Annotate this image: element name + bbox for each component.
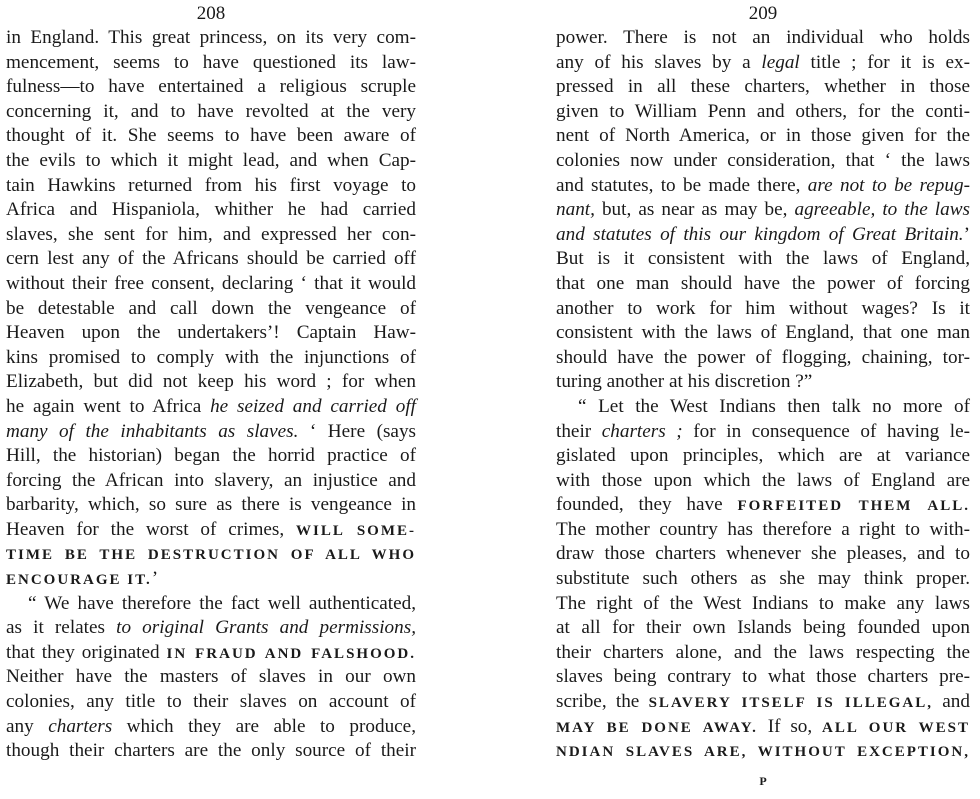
text-line [556,174,970,199]
text-span: he again went to Africa [6,395,211,417]
small-caps-text: TIME BE THE DESTRUCTION OF ALL WHO [6,547,416,564]
text-line [6,223,416,248]
text-span: without their free consent, declaring ‘ that it would [6,272,416,294]
small-caps-text: SLAVERY ITSELF IS ILLEGAL, [648,695,934,712]
text-span: “ Let the West Indians then talk no more of [578,395,970,417]
text-span: and [933,691,970,713]
text-span: If so, [757,715,823,737]
text-line [6,518,416,543]
text-span: their [556,420,602,442]
text-span: barbarity, which, so sure as there is vengeance in [6,494,416,516]
text-line [6,567,416,592]
text-span: colonies, any title to their slaves on account of [6,691,416,713]
text-span: Heaven upon the undertakers’! Captain Haw- [6,322,416,344]
small-caps-text: FORFEITED THEM ALL. [737,498,970,515]
text-line [556,149,970,174]
left-page [6,0,416,799]
signature-mark: P [759,773,767,788]
text-span: Heaven for the worst of crimes, [6,518,297,540]
italic-text: to original Grants and permissions, [116,617,416,639]
text-line [556,518,970,543]
text-span: which they are able to produce, [112,715,416,737]
text-line [556,739,970,764]
text-line [6,26,416,51]
text-span: but, as near as may be, [594,199,795,221]
text-span: tain Hawkins returned from his first voyage to [6,174,416,196]
text-line [6,346,416,371]
text-span: scribe, the [556,691,649,713]
text-line [556,592,970,617]
italic-text: charters ; [601,420,683,442]
text-line [556,223,970,248]
page-number-left: 208 [196,3,226,24]
text-span: Neither have the masters of slaves in our own [6,666,416,688]
text-line [6,715,416,740]
text-span: fulness—to have entertained a religious scruple [6,76,416,98]
text-line [556,395,970,420]
right-page-text [556,26,970,764]
text-span: the evils to which it might lead, and when Cap- [6,149,416,171]
text-span: consistent with the laws of England, that one man [556,322,970,344]
text-line [556,26,970,51]
text-line [6,75,416,100]
text-line [6,174,416,199]
small-caps-text: ENCOURAGE IT. [6,572,152,589]
text-line [556,321,970,346]
text-line [556,100,970,125]
text-line [6,420,416,445]
text-span: Africa and Hispaniola, whither he had carried [6,199,416,221]
text-span: any [6,715,49,737]
italic-text: legal [761,51,800,73]
text-span: their charters alone, and the laws respecting the [556,641,970,663]
left-page-text [6,26,416,764]
text-span: slaves, she sent for him, and expressed her con- [6,223,416,245]
right-page [556,0,970,799]
text-span: turing another at his discretion ?” [556,371,813,393]
text-span: substitute such others as she may think proper. [556,568,970,590]
text-line [6,469,416,494]
text-span: ‘ Here (says [298,420,417,442]
text-line [6,493,416,518]
text-span: slaves being contrary to what those charters pre- [556,666,970,688]
text-span: be detestable and call down the vengeance of [6,297,416,319]
text-line [556,567,970,592]
text-line [556,247,970,272]
text-line [556,75,970,100]
text-span: at all for their own Islands being founded upon [556,617,970,639]
text-span: gislated upon principles, which are at variance [556,445,970,467]
text-line [6,297,416,322]
text-span: draw those charters whenever she pleases, and to [556,543,970,565]
italic-text: he seized and carried off [210,395,416,417]
text-line [6,542,416,567]
text-span: power. There is not an individual who holds [556,27,970,48]
text-line [6,370,416,395]
text-line [6,690,416,715]
text-line [556,346,970,371]
text-span: But is it consistent with the laws of England, [556,248,970,270]
text-line [6,247,416,272]
text-line [6,198,416,223]
text-line [556,420,970,445]
text-span: should have the power of flogging, chaining, tor- [556,346,970,368]
text-span: though their charters are the only source of their [6,740,416,762]
text-span: and statutes, to be made there, [556,174,808,196]
text-span: concerning it, and to have revolted at the very [6,100,416,122]
text-span: founded, they have [556,494,738,516]
italic-text: agreeable, to the laws [794,199,970,221]
text-line [6,641,416,666]
text-line [556,444,970,469]
text-line [556,272,970,297]
text-line [6,272,416,297]
small-caps-text: ALL OUR WEST [822,719,970,736]
text-span: Hill, the historian) began the horrid practice of [6,445,416,467]
text-line [6,739,416,764]
text-line [6,592,416,617]
text-line [556,51,970,76]
text-span: given to William Penn and others, for the conti- [556,100,970,122]
text-span: Elizabeth, but did not keep his word ; for when [6,371,416,393]
small-caps-text: WILL SOME- [296,522,416,539]
text-span: “ We have therefore the fact well authenticated, [28,592,416,614]
text-span: cern lest any of the Africans should be carried off [6,248,416,270]
text-line [556,297,970,322]
text-line [556,124,970,149]
text-span: The mother country has therefore a right to with- [556,518,970,540]
text-span: colonies now under consideration, that ‘ the laws [556,149,970,171]
text-line [556,469,970,494]
text-line [556,542,970,567]
italic-text: many of the inhabitants as slaves. [6,420,299,442]
text-line [556,493,970,518]
text-line [6,321,416,346]
text-span: nent of North America, or in those given for the [556,125,970,147]
italic-text: are not to be repug- [807,174,970,196]
text-span: that one man should have the power of forcing [556,272,970,294]
text-line [6,665,416,690]
italic-text: and statutes of this our kingdom of Great Britain. [556,223,964,245]
text-line [556,370,970,395]
text-line [6,100,416,125]
text-span: any of his slaves by a [556,51,762,73]
text-span: as it relates [6,617,117,639]
text-line [556,665,970,690]
text-span: pressed in all these charters, whether in those [556,76,970,98]
text-span: thought of it. She seems to have been aware of [6,125,416,147]
small-caps-text: NDIAN SLAVES ARE, WITHOUT EXCEPTION, [556,744,970,761]
text-line [556,616,970,641]
text-span: mencement, seems to have questioned its law- [6,51,416,73]
text-line [6,395,416,420]
text-span: another to work for him without wages? Is it [556,297,970,319]
text-line [556,690,970,715]
text-line [6,149,416,174]
text-line [6,124,416,149]
text-span: title ; for it is ex- [799,51,970,73]
small-caps-text: IN FRAUD AND FALSHOOD. [166,645,416,662]
text-line [6,444,416,469]
text-span: ’ [963,223,970,245]
text-span: ’ [151,568,159,590]
text-span: for in consequence of having le- [682,420,970,442]
text-span: with those upon which the laws of England are [556,469,970,491]
small-caps-text: MAY BE DONE AWAY. [556,719,758,736]
text-line [6,616,416,641]
text-line [556,715,970,740]
text-span: The right of the West Indians to make any laws [556,592,970,614]
page-number-right: 209 [748,3,778,24]
text-line [556,641,970,666]
text-line [556,198,970,223]
text-span: that they originated [6,641,167,663]
text-span: in England. This great princess, on its very com- [6,27,416,48]
italic-text: charters [48,715,113,737]
text-span: kins promised to comply with the injunctions of [6,346,416,368]
italic-text: nant, [556,199,595,221]
text-line [6,51,416,76]
text-span: forcing the African into slavery, an injustice and [6,469,416,491]
